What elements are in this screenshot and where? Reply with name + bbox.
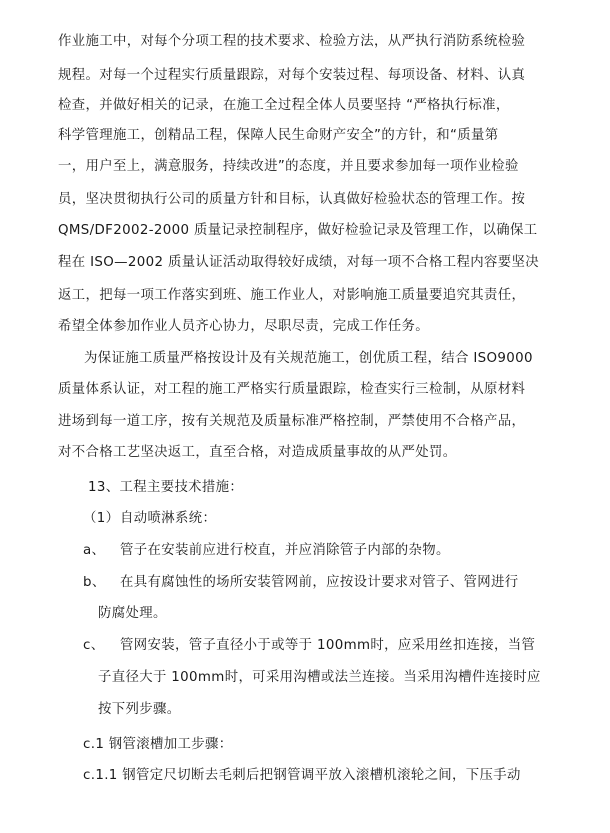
subsection-heading [83, 510, 216, 528]
list-item-text: 在具有腐蚀性的场所安装管网前，应按设计要求对管子、管网进行 [120, 575, 519, 590]
list-item-continuation: 子直径大于 100mm时，可采用沟槽或法兰连接。当采用沟槽件连接时应 [98, 670, 541, 685]
paragraph-line: 检查，并做好相关的记录，在施工全过程全体人员要坚持 “严格执行标准， [58, 98, 510, 113]
paragraph-line: 作业施工中，对每个分项工程的技术要求、检验方法，从严执行消防系统检验 [58, 34, 526, 49]
paragraph-line: 进场到每一道工序，按有关规范及质量标准严格控制，严禁使用不合格产品， [58, 414, 526, 429]
paragraph-line: 一，用户至上，满意服务，持续改进”的态度，并且要求参加每一项作业检验 [58, 159, 519, 174]
list-item-continuation: 按下列步骤。 [98, 702, 181, 717]
subsection-text: 自动喷淋系统： [120, 511, 217, 526]
list-item-text: 管子在安装前应进行校直，并应消除管子内部的杂物。 [120, 543, 450, 558]
subsection-marker: （1） [83, 511, 120, 526]
list-item-b [83, 574, 518, 592]
list-item-continuation: 防腐处理。 [98, 606, 167, 621]
paragraph-line: 为保证施工质量严格按设计及有关规范施工，创优质工程，结合 ISO9000 [84, 351, 533, 366]
step-heading: c.1 钢管滚槽加工步骤： [83, 737, 233, 752]
paragraph-line: 科学管理施工，创精品工程，保障人民生命财产安全”的方针，和“质量第 [58, 128, 499, 143]
step-text: c.1.1 钢管定尺切断去毛刺后把钢管调平放入滚槽机滚轮之间，下压手动 [83, 768, 521, 783]
paragraph-line: 规程。对每一个过程实行质量跟踪，对每个安装过程、每项设备、材料、认真 [58, 68, 526, 83]
paragraph-line: 返工，把每一项工作落实到班、施工作业人，对影响施工质量要追究其责任， [58, 288, 526, 303]
list-marker: c、 [83, 638, 105, 653]
paragraph-line: 质量体系认证，对工程的施工严格实行质量跟踪，检查实行三检制，从原材料 [58, 382, 526, 397]
paragraph-line: 希望全体参加作业人员齐心协力，尽职尽责，完成工作任务。 [58, 319, 429, 334]
section-title: 13、工程主要技术措施： [88, 480, 244, 495]
list-item-c [83, 637, 535, 655]
list-item-text: 管网安装，管子直径小于或等于 100mm时，应采用丝扣连接，当管 [120, 638, 536, 653]
paragraph-line: QMS/DF2002-2000 质量记录控制程序，做好检验记录及管理工作，以确保工 [58, 223, 538, 238]
list-item-a [83, 542, 450, 560]
paragraph-line: 员，坚决贯彻执行公司的质量方针和目标，认真做好检验状态的管理工作。按 [58, 192, 526, 207]
paragraph-line: 程在 ISO—2002 质量认证活动取得较好成绩，对每一项不合格工程内容要坚决 [58, 255, 539, 270]
paragraph-line: 对不合格工艺坚决返工，直至合格，对造成质量事故的从严处罚。 [58, 445, 457, 460]
list-marker: a、 [83, 543, 106, 558]
list-marker: b、 [83, 575, 106, 590]
